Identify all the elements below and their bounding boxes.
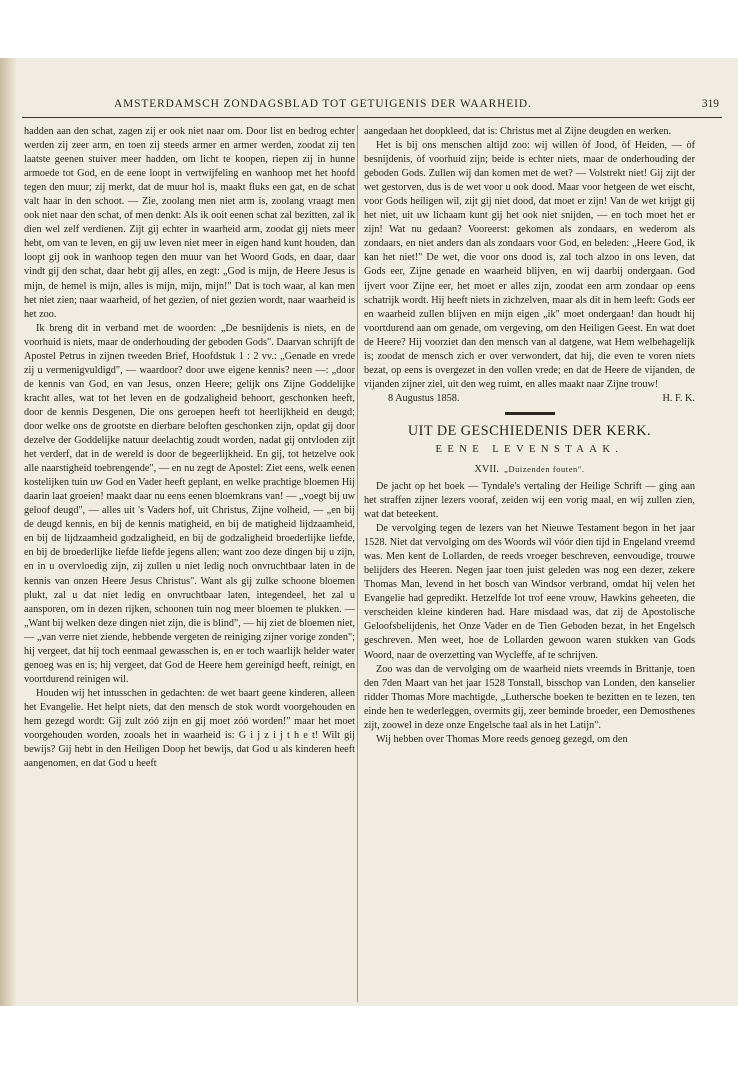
- page-header: [22, 98, 722, 116]
- bottom-margin: [0, 1006, 738, 1068]
- chapter-title: „Duizenden fouten".: [504, 464, 585, 474]
- paragraph: De vervolging tegen de lezers van het Nieuwe Testament begon in het jaar 1528. Niet dat vervolging om des Woords wil vóór dien tijd in Engeland vreemd was. Men kent de Lollarden, de reeds vroeger beschreven, eenvoudige, trouwe belijders des Heeren. Negen jaar toen juist geleden was nog een dezer, zekere Thomas Man, levend in het bosch van Windsor verbrand, omdat hij velen het Evangelie had gepredikt. Hetzelfde lot trof eene vrouw, Hawkins geheeten, die verscheiden kleine kinderen had. Hare misdaad was, dat zij de Apostolische Geloofsbelijdenis, het Onze Vader en de Tien Geboden bezat, in het Engelsch geschreven. Men weet, hoe de Lollarden gewoon waren stukken van Gods Woord, naar de overzetting van Wycleffe, af te schrijven.: [364, 523, 695, 661]
- signature-initials: H. F. K.: [662, 392, 695, 404]
- paragraph: Ik breng dit in verband met de woorden: „De besnijdenis is niets, en de voorhuid is niets, maar de onderhouding der geboden Gods". Daarvan schrijft de Apostel Petrus in zijnen tweeden Brief, Hoofdstuk 1 : 2 vv.: „Genade en vrede zij u vermenigvuldigd", — waardoor? door uwe eigene kennis? neen —: „door de kennis van God, en van Jesus, onzen Heere; gelijk ons Zijne Goddelijke kracht alles, wat tot het leven en de godzaligheid behoort, geschonken heeft, door de kennis Desgenen, Die ons geroepen heeft tot heerlijkheid en deugd; door welke ons de grootste en dierbare beloften geschonken zijn, opdat gij door dezelve der Goddelijke natuur deelachtig zoudt worden, nadat gij ontvloden zijt het verderf, dat in de wereld is door de begeerlijkheid. En gij, tot hetzelve ook alle naarstigheid toebrengende", — en nu zegt de Apostel: Ziet eens, welk eenen kostelijken tuin uw God en Vader heeft geplant, en welke prachtige bloemen Hij daarin laat groeien! maakt daar nu eens eenen bloemkrans van! — „voegt bij uw geloof deugd", — alles uit 's Vaders hof, uit Christus, Zijne volheid, — „en bij de deugd kennis, en bij de kennis matigheid, en bij de matigheid lijdzaamheid, en bij de lijdzaamheid godzaligheid, en bij de godzaligheid broederlijke liefde, en bij de broederlijke liefde liefde jegens allen; want zoo deze dingen bij u zijn, en in u overvloedig zijn, zij zullen u niet ledig noch onvruchtbaar laten in de kennis van onzen Heere Jesus Christus". Want als gij zulke schoone bloemen plukt, zal u dat niet ledig en onvruchtbaar laten, integendeel, het zal u aansporen, om in dezen rijken, schoonen tuin nog meer bloemen te plukken. — „Want bij welken deze dingen niet zijn, die is blind", — hij ziet de bloemen niet, — „van verre niet ziende, hebbende vergeten de reiniging zijner vorige zonden"; hij vergeet, dat hij toch eenmaal gewasschen is, en er toch waarlijk helder water genoeg was en is; hij vergeet, dat God de Heere hem gereinigd heeft, reinigt, en voortdurend reinigen wil.: [24, 322, 355, 685]
- column-divider: [357, 125, 358, 1002]
- page-number: 319: [701, 98, 719, 110]
- left-column: [24, 125, 355, 771]
- signature-line: [364, 392, 695, 406]
- paragraph: Zoo was dan de vervolging om de waarheid niets vreemds in Brittanje, toen den 7den Maart van het jaar 1528 Tonstall, bisschop van Londen, den kanselier ridder Thomas More machtigde, „Luthersche boeken te bezitten en te lezen, ten einde hen te wederleggen, overmits gij, zeer beminde broeder, een Demosthenes zijt, zoowel in deze onze Engelsche taal als in het Latijn".: [364, 663, 695, 731]
- page-binding-edge: [0, 58, 16, 1006]
- paragraph: Het is bij ons menschen altijd zoo: wij willen òf Jood, òf Heiden, — òf besnijdenis, òf voorhuid zijn; beide is echter niets, maar de onderhouding der geboden Gods. Zullen wij dan komen met de wet? — Volstrekt niet! Gij zijt der wet gestorven, dus is de wet voor u ook dood. Maar voor hetgeen de wet eischt, voor Gods heiligen wil, zijt gij niet dood, dat moet er zijn! Van de wet krijgt gij het niet, uit uw lichaam kunt gij het ook niet snijden, — en toch moet het er zijn! Wat nu gedaan? Vooreerst: gekomen als zondaars, en wederom als zondaars, en niet anders dan als zondaars voor God, en beleden: „Heere God, ik kan het niet!" De wet, die voor ons dood is, zal toch alzoo in ons leven, dat Gods eer, Zijne genade en waarheid blijven, en wij daarbij ondergaan. God ijvert voor Zijne eer, het moet er alles zijn, zoodat een arm zondaar op eens schatrijk wordt. Hij heeft niets in zichzelven, maar als dit in hem leeft: Gods eer en waarheid zullen blijven en mijn eigen „ik" moet ondergaan! dan houdt hij voortdurend aan om genade, om vergeving, om den Heiligen Geest. En wat doet de Heere? Hij voorziet dan den mensch van al datgene, wat Hem welbehagelijk is; zoodat de mensch zich er over verwondert, dat hij, die even te voren niets bezat, op eens is overgezet in den vollen vrede; en dat de Heere de vijanden, de vijanden zijner ziel, uit den weg ruimt, en alles maakt naar Zijne trouw!: [364, 140, 695, 390]
- paragraph: Houden wij het intusschen in gedachten: de wet baart geene kinderen, alleen het Evangelie. Het helpt niets, dat den mensch de stok wordt voorgehouden en hem gezegd wordt: Gij zult zóó zijn en gij moet zóó worden!" maar het moet voorgehouden worden, zooals het in waarheid is: G i j z i j t h e t! Wilt gij bewijs? Gij hebt in den Heiligen Doop het bewijs, dat God u als kinderen heeft aangenomen, en dat God u heeft: [24, 687, 355, 770]
- running-title: AMSTERDAMSCH ZONDAGSBLAD TOT GETUIGENIS DER WAARHEID.: [114, 98, 532, 110]
- paragraph: aangedaan het doopkleed, dat is: Christus met al Zijne deugden en werken.: [364, 126, 672, 137]
- paragraph: hadden aan den schat, zagen zij er ook niet naar om. Door list en bedrog echter werden zij zeer arm, en toen zij steeds armer en armer werden, zoodat zij ten laatste geenen stuiver meer hadden, om licht te koopen, riepen zij in hunne armoede tot God, en de eene loopt in vertwijfeling en wanhoop met het hoofd tegen den muur; zij merkt, dat de muur hol is, maakt fluks een gat, en de schat valt haar in den schoot. — Zie, zoolang men niet arm is, zoolang vraagt men ook niet naar den schat, of men denkt: Als ik ooit eenen schat zal bezitten, zal ik dien wel zelf verdienen. Zijt gij echter in waarheid arm, zoodat gij niets meer hebt, om van te leven, en gij uw leven niet meer in eigen hand kunt houden, dan loopt gij ook in wanhoop tegen den muur van het Woord Gods, en daar, daar vindt gij den schat, daar hebt gij alles, en zegt: „God is mijn, de Heere Jesus is mijn, de hemel is mijn, alles is mijn, mijn, mijn!" Dat is toch waar, al kan men het niet zien; naar waarheid, of het gezien, of niet gezien wordt, naar waarheid is het zoo.: [24, 126, 355, 320]
- paragraph: Wij hebben over Thomas More reeds genoeg gezegd, om den: [376, 733, 628, 745]
- right-column: [364, 125, 695, 747]
- section-title: UIT DE GESCHIEDENIS DER KERK.: [407, 422, 652, 439]
- chapter-heading: [364, 463, 695, 477]
- paragraph: De jacht op het boek — Tyndale's vertaling der Heilige Schrift — ging aan het straffen zijner lezers vooraf, zeiden wij een vorig maal, en wij zullen zien, wat dat beteekent.: [364, 480, 695, 521]
- header-rule: [22, 117, 722, 118]
- section-ornament-rule: [505, 412, 555, 415]
- chapter-number: XVII.: [474, 463, 499, 475]
- signature-date: 8 Augustus 1858.: [388, 392, 460, 404]
- section-subtitle: EENE LEVENSTAAK.: [435, 443, 624, 455]
